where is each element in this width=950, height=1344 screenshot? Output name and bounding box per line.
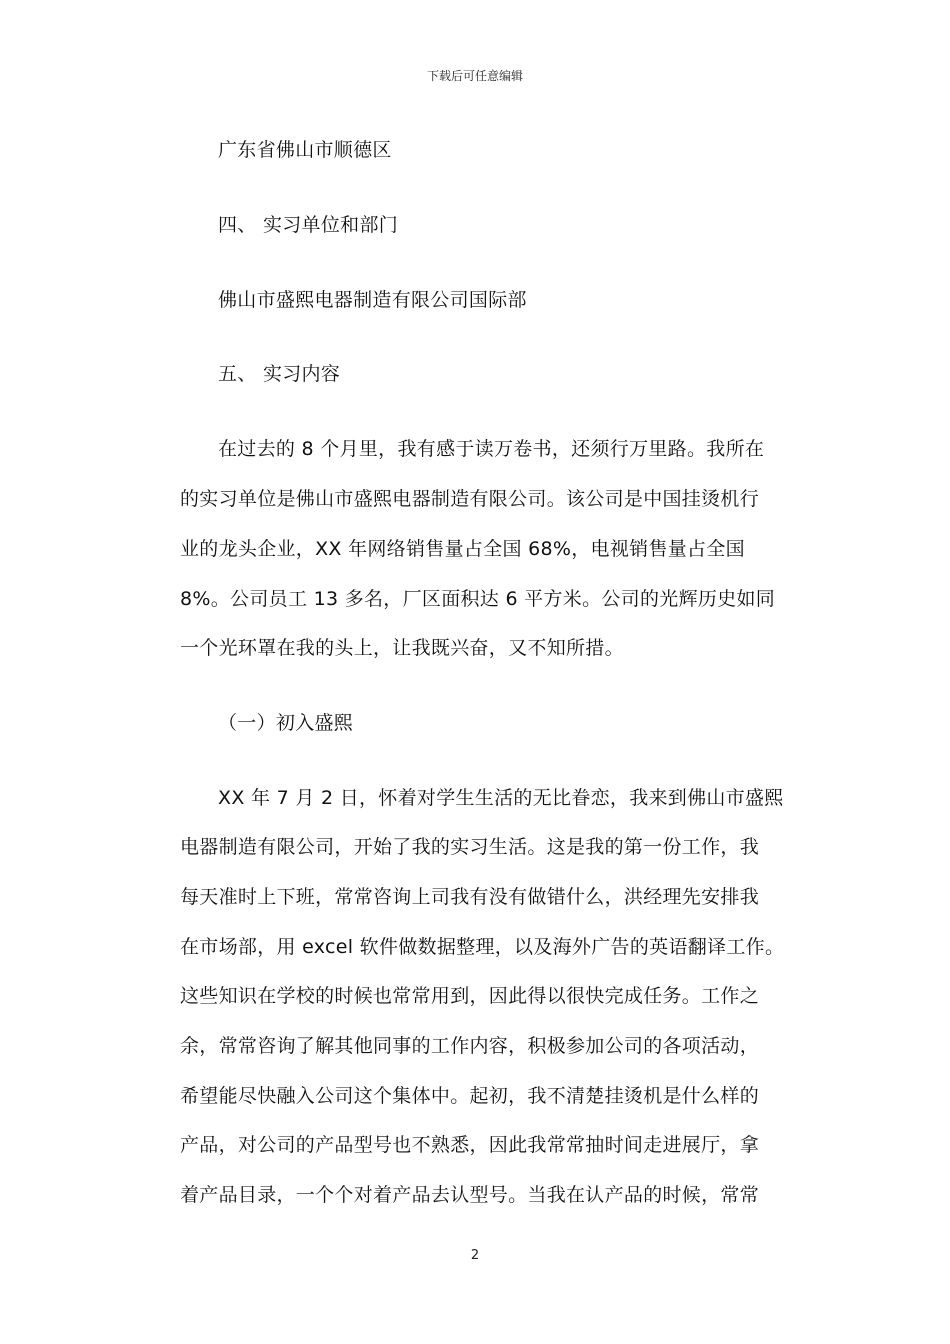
subsection-heading: （一）初入盛熙: [218, 712, 354, 734]
paragraph-line: 每天准时上下班，常常咨询上司我有没有做错什么，洪经理先安排我: [180, 886, 760, 908]
paragraph-line: 产品，对公司的产品型号也不熟悉，因此我常常抽时间走进展厅，拿: [180, 1134, 760, 1156]
paragraph-line: 着产品目录，一个个对着产品去认型号。当我在认产品的时候，常常: [180, 1184, 760, 1206]
body-line-address: 广东省佛山市顺德区: [218, 139, 392, 161]
paragraph-line: 的实习单位是佛山市盛熙电器制造有限公司。该公司是中国挂烫机行: [180, 488, 760, 510]
paragraph-line: 在市场部，用 excel 软件做数据整理，以及海外广告的英语翻译工作。: [180, 936, 785, 958]
paragraph-line: 电器制造有限公司，开始了我的实习生活。这是我的第一份工作，我: [180, 836, 760, 858]
paragraph-line: 在过去的 8 个月里，我有感于读万卷书，还须行万里路。我所在: [218, 438, 765, 460]
paragraph-line: 业的龙头企业，XX 年网络销售量占全国 68%，电视销售量占全国: [180, 538, 745, 560]
section-heading-content: 五、 实习内容: [218, 363, 341, 385]
page-number: 2: [470, 1248, 480, 1263]
body-line-department: 佛山市盛熙电器制造有限公司国际部: [218, 289, 527, 311]
paragraph-line: 一个光环罩在我的头上，让我既兴奋，又不知所措。: [180, 637, 624, 659]
paragraph-line: 余，常常咨询了解其他同事的工作内容，积极参加公司的各项活动，: [180, 1035, 760, 1057]
paragraph-line: 8%。公司员工 13 多名，厂区面积达 6 平方米。公司的光辉历史如同: [180, 588, 776, 610]
paragraph-line: XX 年 7 月 2 日，怀着对学生生活的无比眷恋，我来到佛山市盛熙: [218, 787, 784, 809]
header-note: 下载后可任意编辑: [426, 69, 523, 83]
paragraph-line: 这些知识在学校的时候也常常用到，因此得以很快完成任务。工作之: [180, 985, 760, 1007]
section-heading-unit: 四、 实习单位和部门: [218, 214, 399, 236]
paragraph-line: 希望能尽快融入公司这个集体中。起初，我不清楚挂烫机是什么样的: [180, 1085, 760, 1107]
